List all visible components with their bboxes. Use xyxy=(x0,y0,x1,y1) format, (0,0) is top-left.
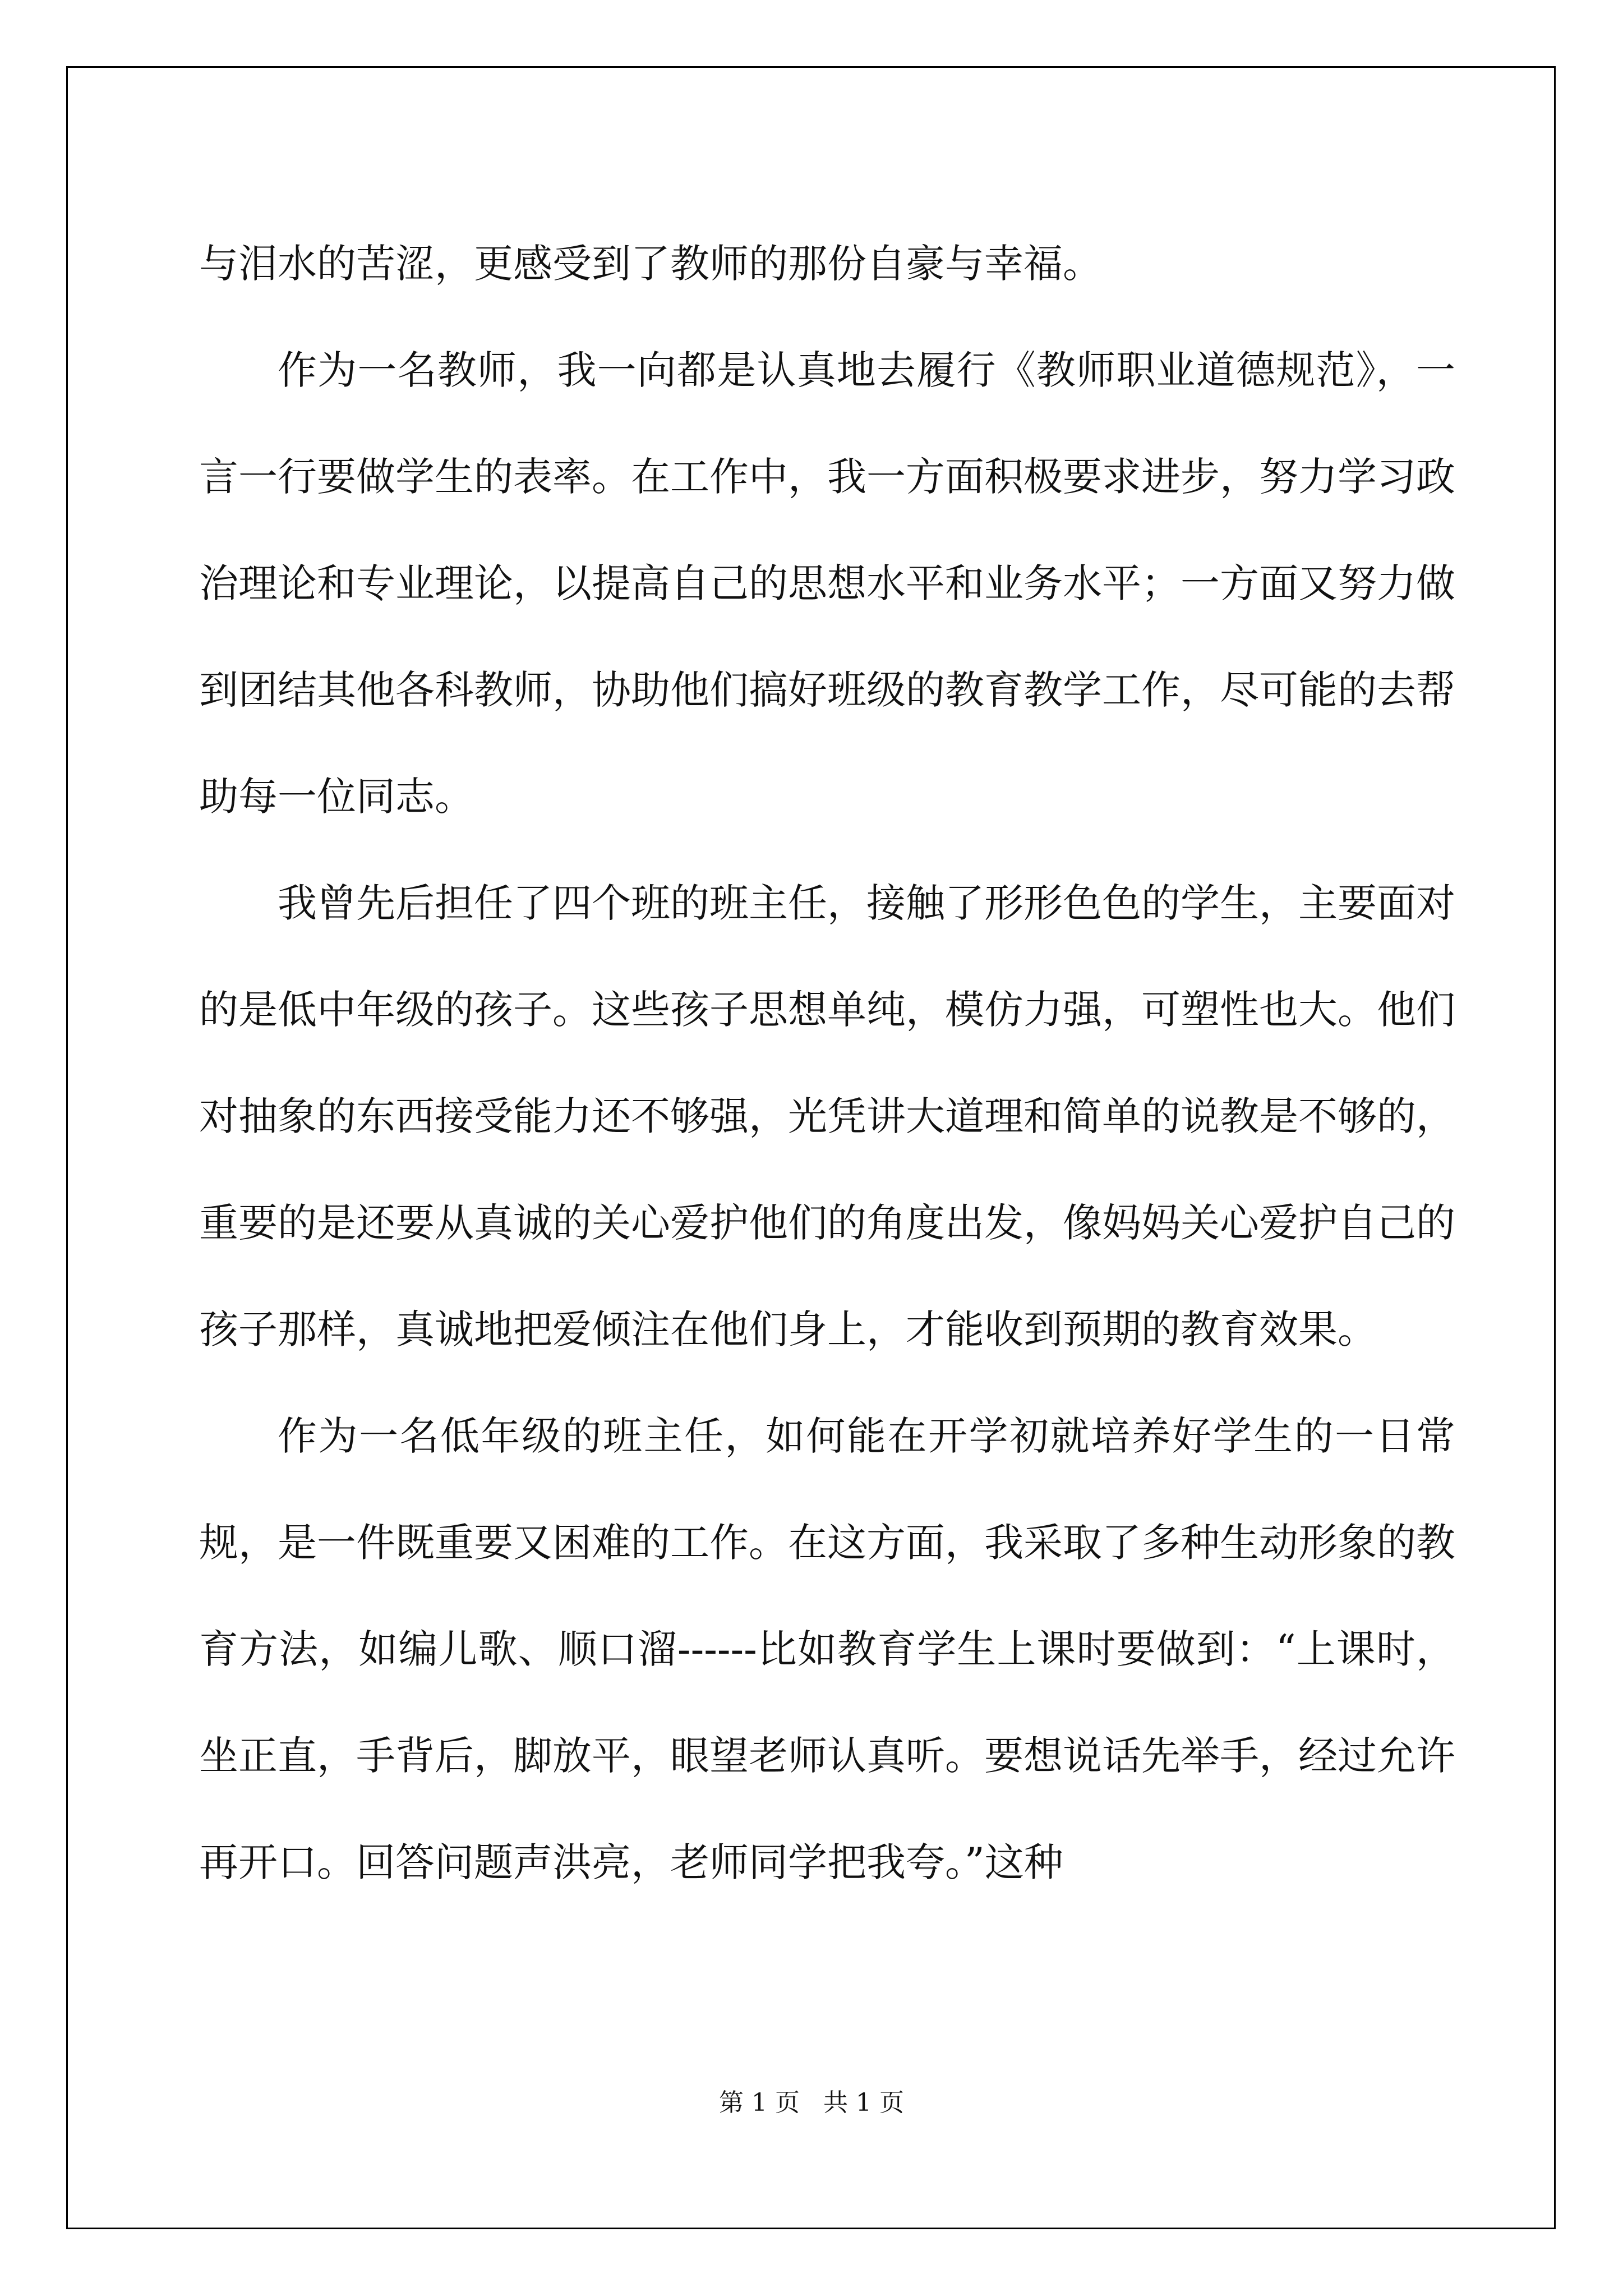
paragraph-3: 我曾先后担任了四个班的班主任，接触了形形色色的学生，主要面对的是低中年级的孩子。这些孩子思想单纯，模仿力强，可塑性也大。他们对抽象的东西接受能力还不够强，光凭讲大道理和简单的说教是不够的，重要的是还要从真诚的关心爱护他们的角度出发，像妈妈关心爱护自己的孩子那样，真诚地把爱倾注在他们身上，才能收到预期的教育效果。 xyxy=(199,880,1455,1352)
page-footer: 第 1 页 共 1 页 xyxy=(719,2088,904,2117)
paragraph-2: 作为一名教师，我一向都是认真地去履行《教师职业道德规范》，一言一行要做学生的表率。在工作中，我一方面积极要求进步，努力学习政治理论和专业理论，以提高自己的思想水平和业务水平；一方面又努力做到团结其他各科教师，协助他们搞好班级的教育教学工作，尽可能的去帮助每一位同志。 xyxy=(199,347,1455,820)
paragraph-4: 作为一名低年级的班主任，如何能在开学初就培养好学生的一日常规，是一件既重要又困难的工作。在这方面，我采取了多种生动形象的教育方法，如编儿歌、顺口溜------比如教育学生上课时要做到：“上课时，坐正直，手背后，脚放平，眼望老师认真听。要想说话先举手，经过允许再开口。回答问题声洪亮，老师同学把我夸。”这种 xyxy=(199,1413,1455,1885)
document-body xyxy=(199,210,1455,1916)
paragraph-1: 与泪水的苦涩，更感受到了教师的那份自豪与幸福。 xyxy=(199,241,1102,287)
